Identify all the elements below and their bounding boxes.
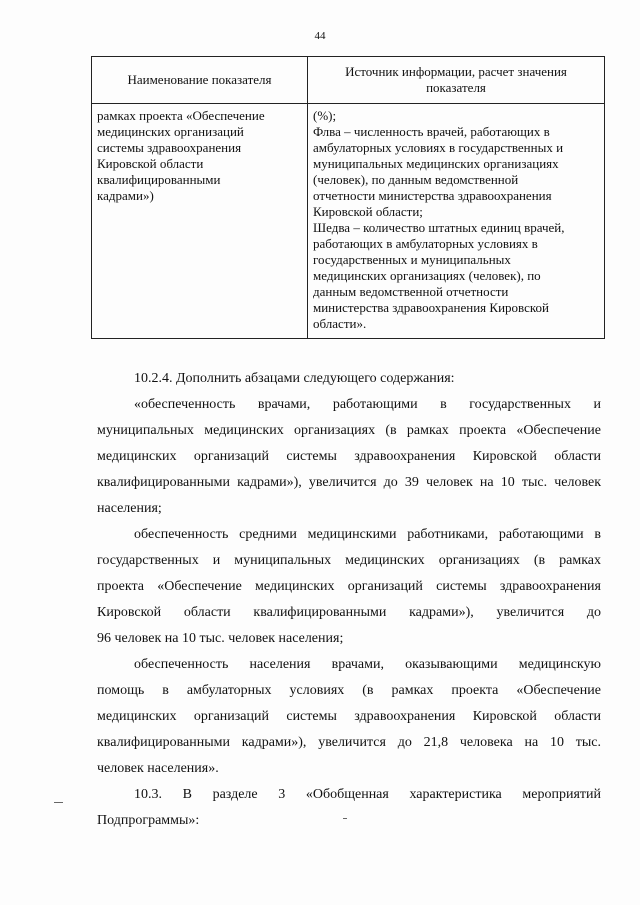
cell-text-line: Кировской области <box>97 156 204 171</box>
paragraph-line: обеспеченность населения врачами, оказывающими медицинскую <box>134 657 601 672</box>
paragraph-doctors-provision <box>97 392 601 522</box>
indicator-table <box>91 56 605 339</box>
cell-text-line: министерства здравоохранения Кировской <box>313 300 549 315</box>
paragraph-nurses-provision <box>97 522 601 652</box>
paragraph-line: 96 человек на 10 тыс. человек населения; <box>97 631 344 646</box>
paragraph-line: 10.3. В разделе 3 «Обобщенная характеристика мероприятий <box>134 787 601 802</box>
cell-text-line: муниципальных медицинских организациях <box>313 156 559 171</box>
cell-text-line: медицинских организациях (человек), по <box>313 268 541 283</box>
table-header-indicator-name: Наименование показателя <box>92 57 308 104</box>
paragraph-amendment-10-2-4: 10.2.4. Дополнить абзацами следующего содержания: <box>134 371 455 386</box>
cell-text-line: квалифицированными <box>97 172 221 187</box>
table-header-source: Источник информации, расчет значения показателя <box>308 57 605 104</box>
cell-text-line: системы здравоохранения <box>97 140 242 155</box>
cell-text-line: медицинских организаций <box>97 124 244 139</box>
table-cell-source <box>308 104 605 339</box>
cell-text-line: рамках проекта «Обеспечение <box>97 108 265 123</box>
cell-text-line: Кировской области; <box>313 204 423 219</box>
table-row <box>92 104 605 339</box>
cell-text-line: области». <box>313 316 367 331</box>
cell-text-line: (человек), по данным ведомственной <box>313 172 519 187</box>
paragraph-line: квалифицированными кадрами»), увеличится до 39 человек на 10 тыс. человек <box>97 475 601 490</box>
paragraph-line: помощь в амбулаторных условиях (в рамках проекта «Обеспечение <box>97 683 601 698</box>
paragraph-line: обеспеченность средними медицинскими работниками, работающими в <box>134 527 601 542</box>
table-header-row <box>92 57 605 104</box>
paragraph-outpatient-provision <box>97 652 601 782</box>
cell-text-line: Флва – численность врачей, работающих в <box>313 124 550 139</box>
cell-text-line: работающих в амбулаторных условиях в <box>313 236 538 251</box>
cell-text-line: амбулаторных условиях в государственных и <box>313 140 564 155</box>
paragraph-line: проекта «Обеспечение медицинских организаций системы здравоохранения <box>97 579 601 594</box>
document-body <box>97 366 601 834</box>
paragraph-line: квалифицированными кадрами»), увеличится до 21,8 человека на 10 тыс. <box>97 735 601 750</box>
cell-text-line: (%); <box>313 108 337 123</box>
cell-text-line: государственных и муниципальных <box>313 252 511 267</box>
scan-mark <box>343 818 347 819</box>
cell-text-line: отчетности министерства здравоохранения <box>313 188 552 203</box>
paragraph-line: муниципальных медицинских организациях (в рамках проекта «Обеспечение <box>97 423 601 438</box>
paragraph-line: государственных и муниципальных медицинских организациях (в рамках <box>97 553 601 568</box>
cell-text-line: Шедва – количество штатных единиц врачей, <box>313 220 565 235</box>
page-number: 44 <box>314 30 326 42</box>
paragraph-line: медицинских организаций системы здравоохранения Кировской области <box>97 709 601 724</box>
cell-text-line: кадрами») <box>97 188 154 203</box>
paragraph-line: «обеспеченность врачами, работающими в государственных и <box>134 397 601 412</box>
paragraph-line: населения; <box>97 501 162 516</box>
paragraph-line: Кировской области квалифицированными кадрами»), увеличится до <box>97 605 601 620</box>
scan-mark <box>54 802 63 803</box>
paragraph-section-10-3 <box>97 782 601 834</box>
cell-text-line: данным ведомственной отчетности <box>313 284 509 299</box>
table-cell-indicator-name <box>92 104 308 339</box>
paragraph-line: медицинских организаций системы здравоохранения Кировской области <box>97 449 601 464</box>
paragraph-line: человек населения». <box>97 761 219 776</box>
paragraph-line: Подпрограммы»: <box>97 813 200 828</box>
